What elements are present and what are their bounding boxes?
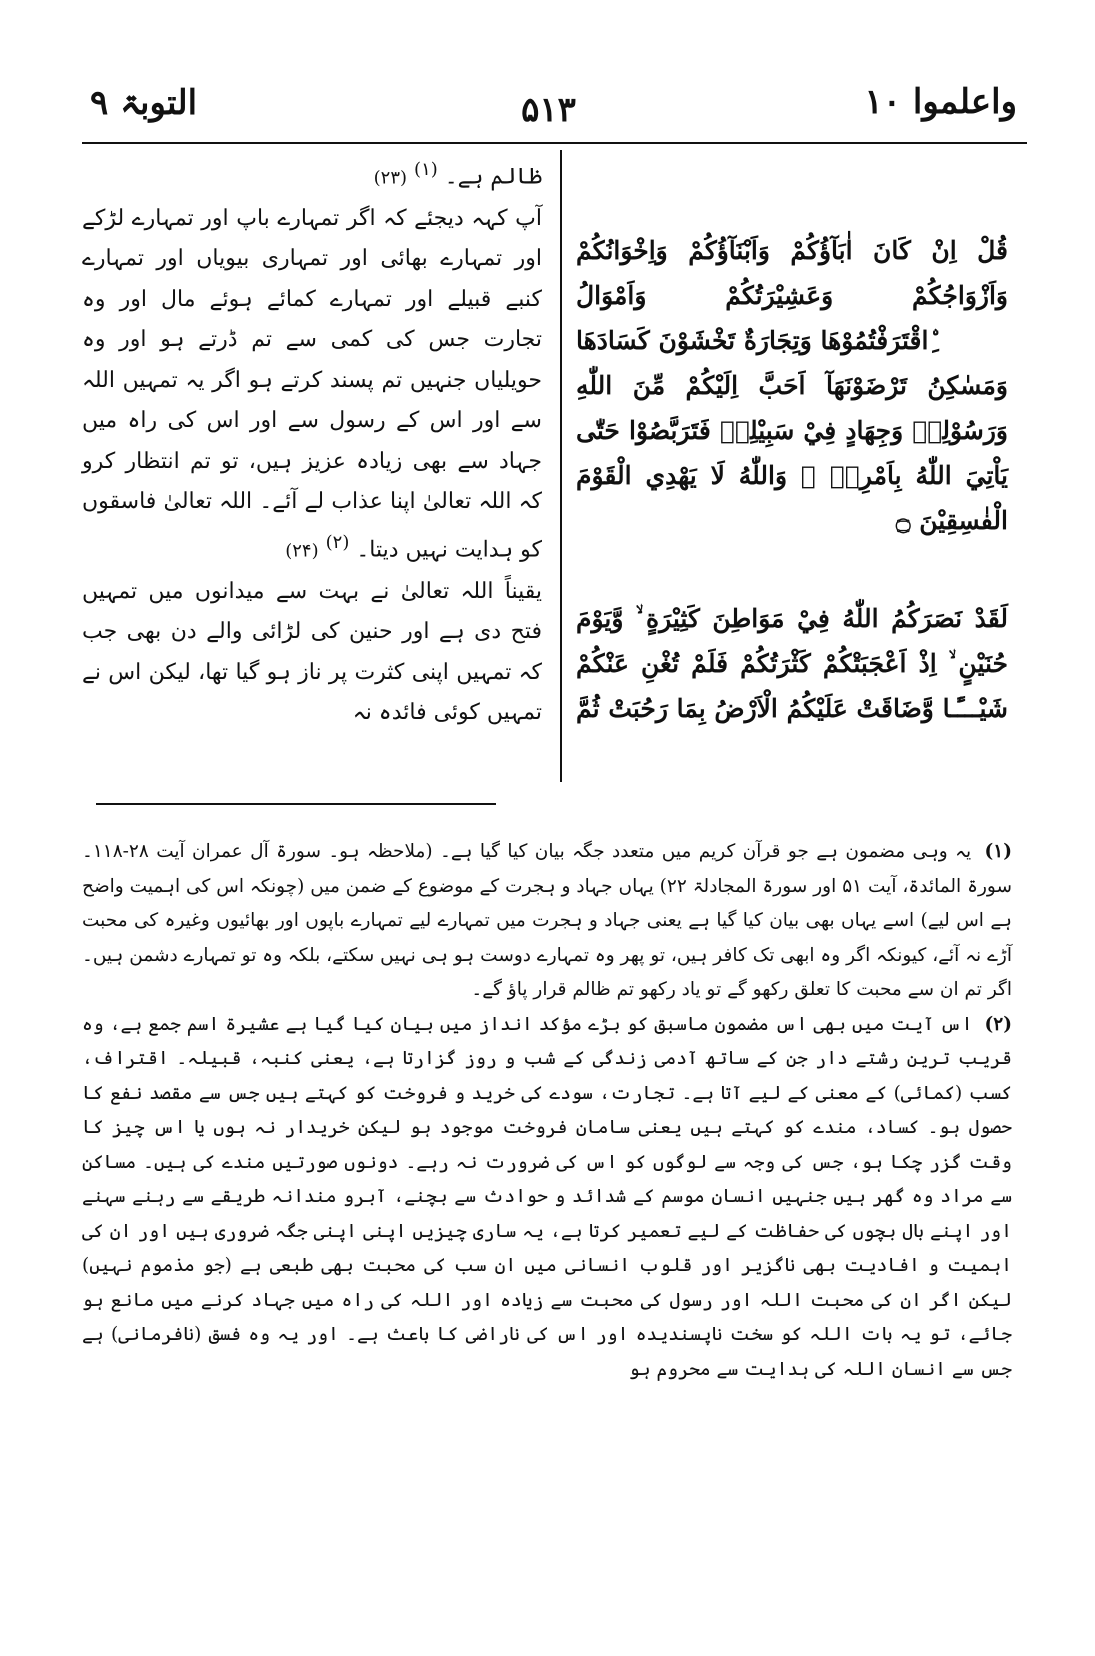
footnote-text: یہ وہی مضمون ہے جو قرآن کریم میں متعدد جگہ بیان کیا گیا ہے۔ (ملاحظہ ہو۔ سورۃ آل عمران آیت ۲۸-۱۱۸۔ سورۃ المائدۃ، آیت ۵۱ اور سورۃ المجادلۃ ۲۲) یہاں جہاد و ہجرت کے موضوع کے ضمن میں (چونکہ اس کی اہمیت واضح ہے اس لیے) اسے یہاں بھی بیان کیا گیا ہے یعنی جہاد و ہجرت میں تمہارے لیے تمہارے باپوں اور بھائیوں وغیرہ کی محبت آڑے نہ آئے، کیونکہ اگر وہ ابھی تک کافر ہیں، تو پھر وہ تمہارے دوست ہو ہی نہیں سکتے، بلکہ وہ تو تمہارے دشمن ہیں۔ اگر تم ان سے محبت کا تعلق رکھو گے تو یاد رکھو تم ظالم قرار پاؤ گے۔ [82,841,1012,1000]
footnote [82,835,1012,1008]
translation-paragraph [82,199,542,572]
footnote-number: (۱) [984,841,1012,862]
arabic-verse-block [576,228,1008,543]
footnotes-section [82,835,1012,1387]
translation-text: آپ کہہ دیجئے کہ اگر تمہارے باپ اور تمہارے لڑکے اور تمہارے بھائی اور تمہاری بیویاں اور تمہارے کنبے قبیلے اور تمہارے کمائے ہوئے مال اور وہ تجارت جس کی کمی سے تم ڈرتے ہو اور وہ حویلیاں جنہیں تم پسند کرتے ہو اگر یہ تمہیں اللہ سے اور اس کے رسول سے اور اس کی راہ میں جہاد سے بھی زیادہ عزیز ہیں، تو تم انتظار کرو کہ اللہ تعالیٰ اپنا عذاب لے آئے۔ اللہ تعالیٰ فاسقوں کو ہدایت نہیں دیتا۔ [82,205,542,563]
footnote-number: (۲) [984,1013,1012,1035]
translation-paragraph [82,572,542,734]
translation-text: یقیناً اللہ تعالیٰ نے بہت سے میدانوں میں تمہیں فتح دی ہے اور حنین کی لڑائی والے دن بھی جب کہ تمہیں اپنی کثرت پر ناز ہو گیا تھا، لیکن اس نے تمہیں کوئی فائدہ نہ [82,578,542,726]
header-divider [82,142,1027,144]
arabic-verse-text: قُلْ اِنْ كَانَ اٰبَآؤُكُمْ وَاَبْنَآؤُكُمْ وَاِخْوَانُكُمْ وَاَزْوَاجُكُمْ وَعَشِيْرَتُكُمْ وَاَمْوَالُ ِۨاقْتَرَفْتُمُوْهَا وَتِجَارَةٌ تَخْشَوْنَ كَسَادَهَا وَمَسٰكِنُ تَرْضَوْنَهَآ اَحَبَّ اِلَيْكُمْ مِّنَ اللّٰهِ وَرَسُوْلِهٖ وَجِهَادٍ فِيْ سَبِيْلِهٖ فَتَرَبَّصُوْا حَتّٰى يَاْتِيَ اللّٰهُ بِاَمْرِهٖ ۭ وَاللّٰهُ لَا يَهْدِي الْقَوْمَ الْفٰسِقِيْنَ ۝ [576,236,1008,535]
urdu-translation-column [82,150,542,734]
verse-number: (۲۳) [373,167,408,189]
surah-name-header: التوبۃ ۹ [90,83,198,123]
translation-text: ظالم ہے۔ [444,164,542,190]
page-number: ۵۱۳ [521,90,576,130]
arabic-verse-block [576,596,1008,731]
arabic-verse-text: لَقَدْ نَصَرَكُمُ اللّٰهُ فِيْ مَوَاطِنَ كَثِيْرَةٍ ۙ وَّيَوْمَ حُنَيْنٍ ۙ اِذْ اَعْجَبَتْكُمْ كَثْرَتُكُمْ فَلَمْ تُغْنِ عَنْكُمْ شَيْـــًٔـا وَّضَاقَتْ عَلَيْكُمُ الْاَرْضُ بِمَا رَحُبَتْ ثُمَّ [576,604,1008,723]
juz-name-header: واعلموا ۱۰ [864,82,1017,122]
footnote-separator [96,803,496,805]
footnote [82,1008,1012,1388]
page-header [70,78,1027,140]
footnote-text: اس آیت میں بھی اس مضمون ماسبق کو بڑے مؤکد انداز میں بیان کیا گیا ہے عشیرۃ اسم جمع ہے، وہ قریب ترین رشتے دار جن کے ساتھ آدمی زندگی کے شب و روز گزارتا ہے، یعنی کنبہ، قبیلہ۔ اقتراف، کسب (کمائی) کے معنی کے لیے آتا ہے۔ تجارت، سودے کی خرید و فروخت کو کہتے ہیں جس سے مقصد نفع کا حصول ہو۔ کساد، مندے کو کہتے ہیں یعنی سامان فروخت موجود ہو لیکن خریدار نہ ہوں یا اس چیز کا وقت گزر چکا ہو، جس کی وجہ سے لوگوں کو اس کی ضرورت نہ رہے۔ دونوں صورتیں مندے کی ہیں۔ مساکن سے مراد وہ گھر ہیں جنہیں انسان موسم کے شدائد و حوادث سے بچنے، آبرو مندانہ طریقے سے رہنے سہنے اور اپنے بال بچوں کی حفاظت کے لیے تعمیر کرتا ہے، یہ ساری چیزیں اپنی اپنی جگہ ضروری ہیں اور ان کی اہمیت و افادیت بھی ناگزیر اور قلوب انسانی میں ان سب کی محبت بھی طبعی ہے (جو مذموم نہیں) لیکن اگر ان کی محبت اللہ اور رسول کی محبت سے زیادہ اور اللہ کی راہ میں جہاد کرنے میں مانع ہو جائے، تو یہ بات اللہ کو سخت ناپسندیدہ اور اس کی ناراضی کا باعث ہے۔ اور یہ وہ فسق (نافرمانی) ہے جس سے انسان اللہ کی ہدایت سے محروم ہو [82,1013,1012,1380]
verse-number: (۲۴) [285,540,319,562]
footnote-marker: (۲) [325,531,350,553]
translation-paragraph [82,150,542,199]
footnote-marker: (۱) [414,159,438,180]
column-divider [560,150,562,782]
